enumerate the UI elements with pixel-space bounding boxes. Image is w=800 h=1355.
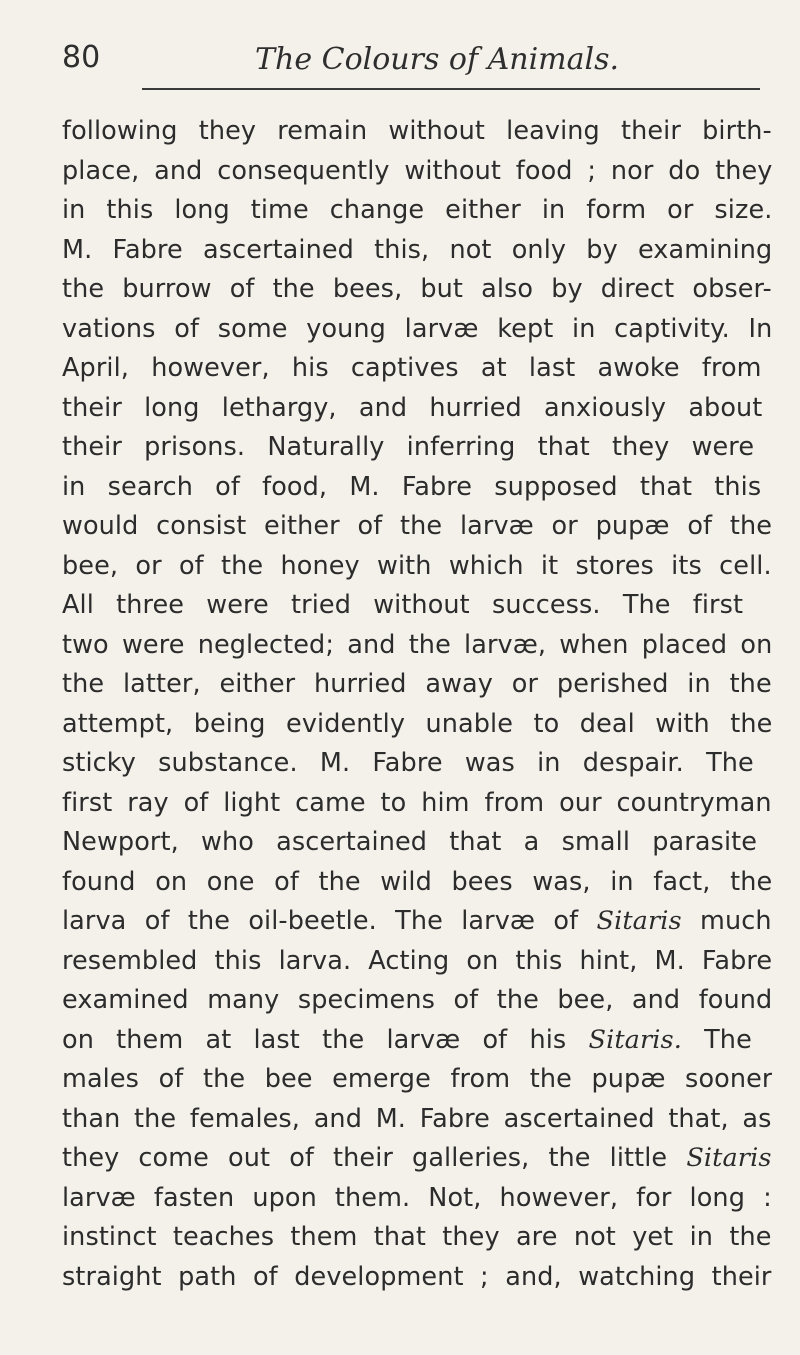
text-line: All three were tried without success. The first bbox=[62, 590, 744, 620]
page-number: 80 bbox=[62, 40, 101, 75]
text-line: resembled this larva. Acting on this hint, M. Fabre bbox=[62, 945, 772, 976]
text-line: in search of food, M. Fabre supposed that this bbox=[62, 471, 762, 502]
text-line: April, however, his captives at last awoke from bbox=[62, 353, 762, 383]
text-line: they come out of their galleries, the little Sitaris bbox=[62, 1143, 772, 1173]
text-line: males of the bee emerge from the pupæ sooner bbox=[62, 1064, 772, 1094]
text-line: two were neglected; and the larvæ, when placed on bbox=[62, 629, 772, 660]
text-line: straight path of development ; and, watching their bbox=[62, 1261, 772, 1292]
running-title: The Colours of Animals. bbox=[255, 42, 620, 77]
text-line: than the females, and M. Fabre ascertained that, as bbox=[62, 1103, 772, 1134]
text-line: found on one of the wild bees was, in fact, the bbox=[62, 866, 772, 897]
text-line: in this long time change either in form or size. bbox=[62, 195, 772, 225]
body-text bbox=[62, 112, 772, 1297]
text-line: following they remain without leaving their birth- bbox=[62, 116, 772, 146]
italic-term: Sitaris bbox=[596, 906, 682, 936]
page-header bbox=[0, 0, 800, 90]
text-line: vations of some young larvæ kept in captivity. In bbox=[62, 313, 772, 344]
text-line: M. Fabre ascertained this, not only by examining bbox=[62, 234, 772, 265]
text-line: first ray of light came to him from our countryman bbox=[62, 787, 772, 818]
text-line: larva of the oil-beetle. The larvæ of Sitaris much bbox=[62, 906, 772, 936]
text-line: on them at last the larvæ of his Sitaris. The bbox=[62, 1024, 752, 1055]
italic-term: Sitaris. bbox=[588, 1024, 682, 1055]
text-line: examined many specimens of the bee, and found bbox=[62, 985, 772, 1015]
italic-term: Sitaris bbox=[686, 1143, 772, 1173]
text-line: sticky substance. M. Fabre was in despair. The bbox=[62, 748, 754, 778]
text-line: Newport, who ascertained that a small parasite bbox=[62, 827, 758, 857]
text-line: the latter, either hurried away or perished in the bbox=[62, 669, 772, 699]
text-line: place, and consequently without food ; nor do they bbox=[62, 155, 772, 186]
text-line: the burrow of the bees, but also by direct obser- bbox=[62, 274, 772, 304]
text-line: attempt, being evidently unable to deal with the bbox=[62, 708, 772, 739]
header-rule bbox=[142, 88, 760, 90]
text-line: instinct teaches them that they are not yet in the bbox=[62, 1222, 772, 1252]
text-line: bee, or of the honey with which it stores its cell. bbox=[62, 550, 772, 581]
text-line: would consist either of the larvæ or pupæ of the bbox=[62, 511, 772, 541]
text-line: their prisons. Naturally inferring that they were bbox=[62, 432, 755, 462]
text-line: larvæ fasten upon them. Not, however, for long : bbox=[62, 1182, 772, 1213]
text-line: their long lethargy, and hurried anxiously about bbox=[62, 392, 763, 423]
